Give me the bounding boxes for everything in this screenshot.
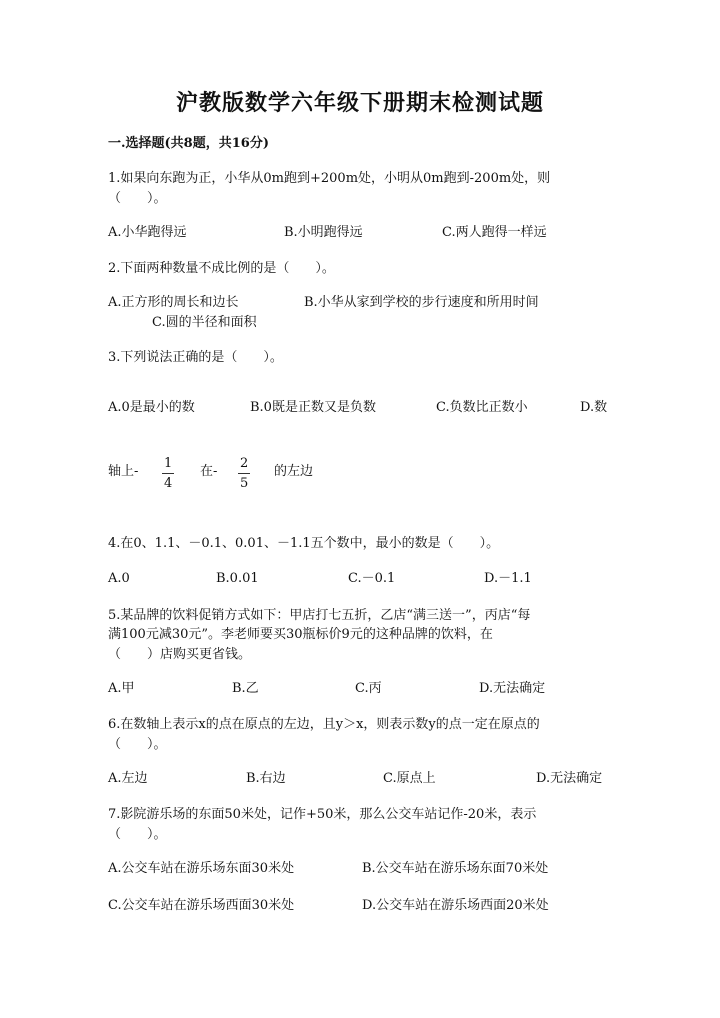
question-5-text-line1: 5.某品牌的饮料促销方式如下：甲店打七五折，乙店“满三送一”，丙店“每 — [108, 608, 531, 623]
question-5-text-line3: （ ）店购买更省钱。 — [108, 647, 252, 662]
question-1-option-b: B.小明跑得远 — [284, 225, 363, 240]
question-7-option-b: B.公交车站在游乐场东面70米处 — [362, 861, 549, 876]
question-4-text: 4.在0、1.1、－0.1、0.01、－1.1五个数中，最小的数是（ ）。 — [108, 536, 500, 551]
fraction-one-quarter — [162, 457, 174, 490]
question-7-option-a: A.公交车站在游乐场东面30米处 — [108, 861, 295, 876]
question-5-option-c: C.丙 — [355, 681, 382, 696]
question-5-option-a: A.甲 — [108, 681, 135, 696]
fraction-numerator: 1 — [164, 456, 173, 471]
question-3-option-b: B.0既是正数又是负数 — [250, 400, 376, 415]
question-2-option-b: B.小华从家到学校的步行速度和所用时间 — [304, 295, 539, 310]
question-6-text-line2: （ ）。 — [108, 737, 167, 752]
question-2-option-c: C.圆的半径和面积 — [152, 315, 257, 330]
fraction-bar — [162, 473, 174, 474]
question-7-text-line2: （ ）。 — [108, 827, 167, 842]
question-4-option-a: A.0 — [108, 571, 130, 586]
question-1-text-line1: 1.如果向东跑为正，小华从0m跑到+200m处，小明从0m跑到-200m处，则 — [108, 171, 551, 186]
fraction-numerator: 2 — [240, 456, 249, 471]
question-6-option-a: A.左边 — [108, 771, 148, 786]
question-1-option-c: C.两人跑得一样远 — [442, 225, 547, 240]
question-1-option-a: A.小华跑得远 — [108, 225, 187, 240]
section-heading: 一.选择题(共8题，共16分) — [108, 136, 269, 151]
question-3-text: 3.下列说法正确的是（ ）。 — [108, 350, 283, 365]
question-6-option-c: C.原点上 — [383, 771, 436, 786]
fraction-denominator: 5 — [240, 476, 249, 491]
fraction-two-fifths — [238, 457, 250, 490]
question-6-text-line1: 6.在数轴上表示x的点在原点的左边，且y＞x，则表示数y的点一定在原点的 — [108, 717, 540, 732]
question-3-option-d-suffix: 的左边 — [274, 464, 314, 479]
fraction-bar — [238, 473, 250, 474]
question-3-option-d-prefix: 轴上- — [108, 464, 139, 479]
fraction-denominator: 4 — [164, 476, 173, 491]
question-5-option-b: B.乙 — [232, 681, 259, 696]
question-4-option-d: D.－1.1 — [484, 571, 532, 586]
question-6-option-b: B.右边 — [246, 771, 286, 786]
question-2-text: 2.下面两种数量不成比例的是（ ）。 — [108, 261, 335, 276]
question-7-option-d: D.公交车站在游乐场西面20米处 — [362, 898, 549, 913]
question-2-option-a: A.正方形的周长和边长 — [108, 295, 239, 310]
question-3-option-a: A.0是最小的数 — [108, 400, 195, 415]
question-7-text-line1: 7.影院游乐场的东面50米处，记作+50米，那么公交车站记作-20米，表示 — [108, 807, 537, 822]
question-4-option-b: B.0.01 — [216, 571, 259, 586]
page-title: 沪教版数学六年级下册期末检测试题 — [175, 90, 544, 116]
question-3-option-c: C.负数比正数小 — [436, 400, 528, 415]
question-6-option-d: D.无法确定 — [536, 771, 603, 786]
question-7-option-c: C.公交车站在游乐场西面30米处 — [108, 898, 295, 913]
question-3-option-d: D.数 — [580, 400, 608, 415]
question-5-option-d: D.无法确定 — [479, 681, 546, 696]
question-5-text-line2: 满100元减30元”。李老师要买30瓶标价9元的这种品牌的饮料，在 — [108, 627, 493, 642]
question-4-option-c: C.－0.1 — [348, 571, 396, 586]
question-1-text-line2: （ ）。 — [108, 191, 167, 206]
question-3-option-d-mid: 在- — [200, 464, 218, 479]
